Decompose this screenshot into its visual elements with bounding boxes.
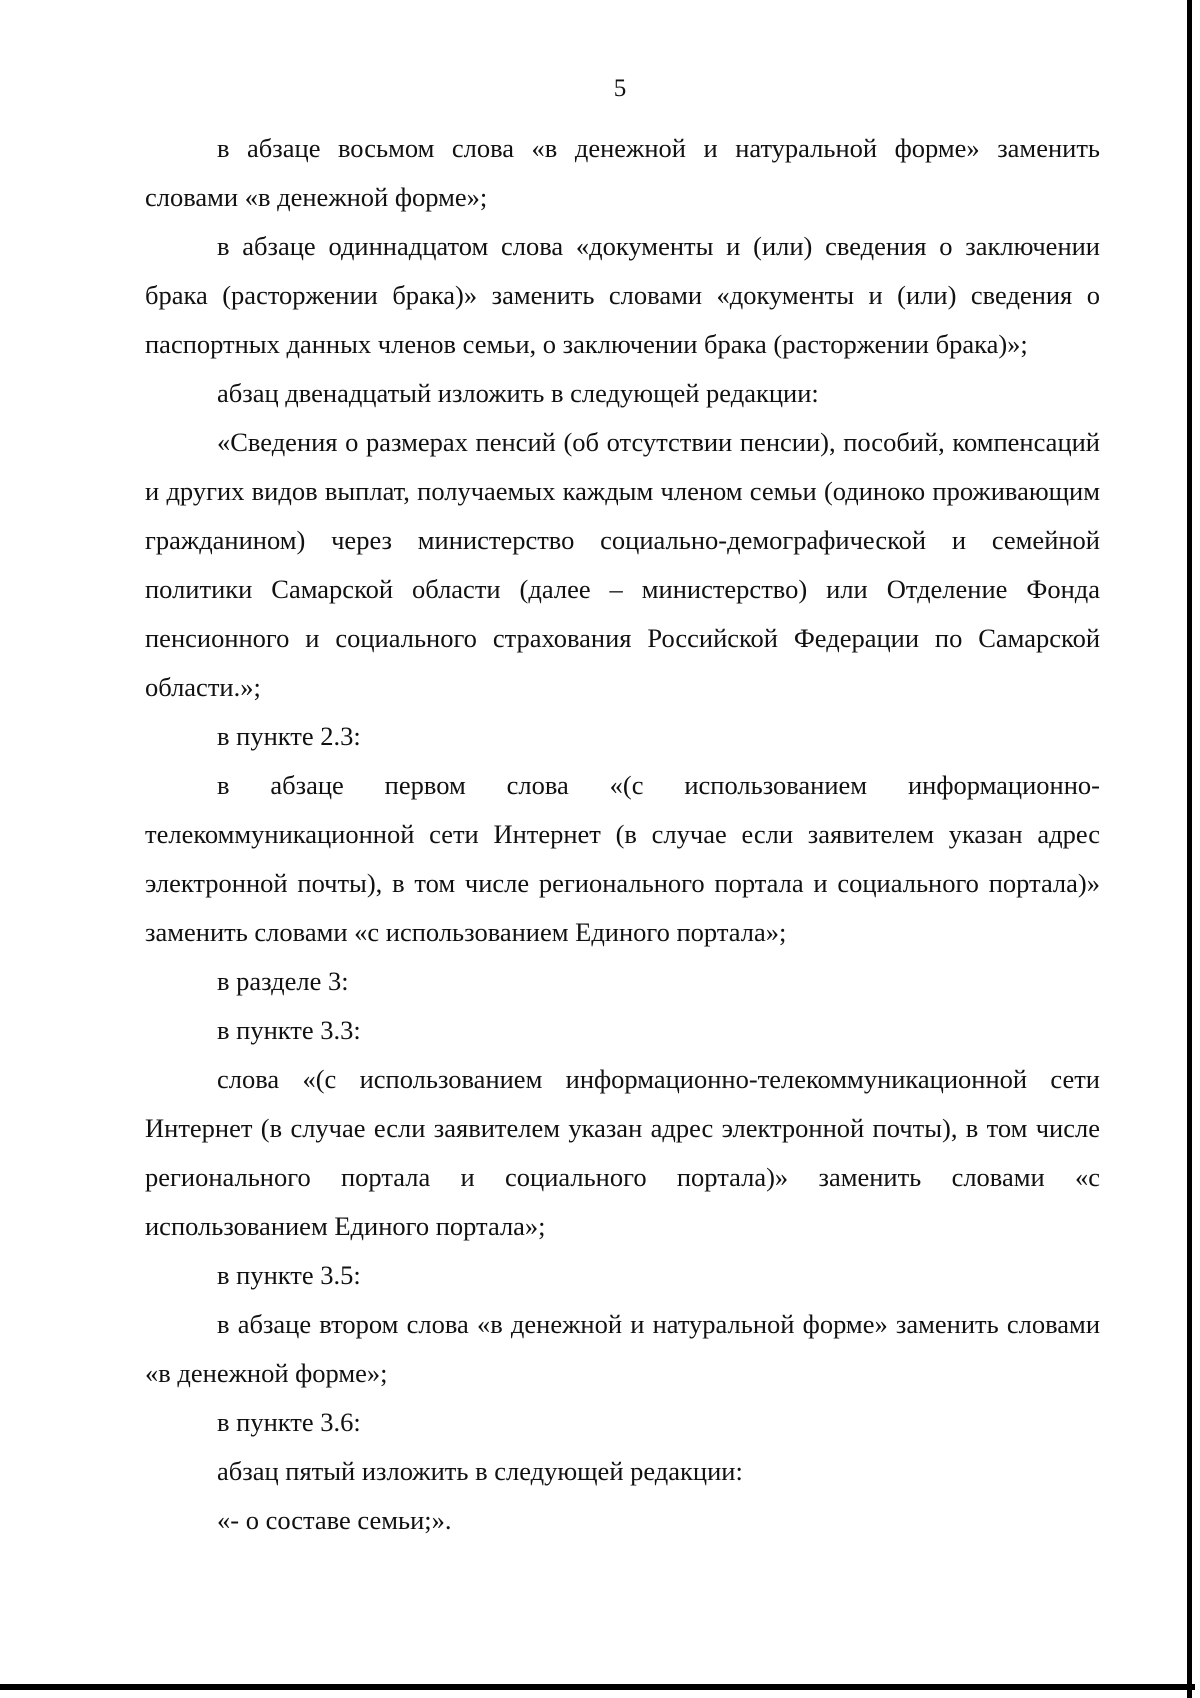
- paragraph-3: абзац двенадцатый изложить в следующей редакции:: [217, 378, 819, 408]
- paragraph-5: в пункте 2.3:: [217, 721, 361, 751]
- paragraph-12: в пункте 3.6:: [217, 1407, 361, 1437]
- paragraph-2: в абзаце одиннадцатом слова «документы и (или) сведения о заключении брака (расторжении брака)» заменить словами «документы и (или) сведения о паспортных данных членов семьи, о заключении брака (расторжении брака)»;: [145, 231, 1100, 359]
- paragraph-8: в пункте 3.3:: [217, 1015, 361, 1045]
- document-body: [145, 124, 1100, 1545]
- paragraph-11: в абзаце втором слова «в денежной и натуральной форме» заменить словами «в денежной форме»;: [145, 1309, 1100, 1388]
- scan-right-border: [1187, 0, 1192, 1698]
- paragraph-13: абзац пятый изложить в следующей редакции:: [217, 1456, 743, 1486]
- paragraph-4: «Сведения о размерах пенсий (об отсутствии пенсии), пособий, компенсаций и других видов выплат, получаемых каждым членом семьи (одиноко проживающим гражданином) через министерство социально-демографической и семейной политики Самарской области (далее – министерство) или Отделение Фонда пенсионного и социального страхования Российской Федерации по Самарской области.»;: [145, 427, 1100, 702]
- paragraph-9: слова «(с использованием информационно-телекоммуникационной сети Интернет (в случае если заявителем указан адрес электронной почты), в том числе регионального портала и социального портала)» заменить словами «с использованием Единого портала»;: [145, 1064, 1100, 1241]
- paragraph-10: в пункте 3.5:: [217, 1260, 361, 1290]
- scan-bottom-border: [0, 1684, 1195, 1690]
- page-number: 5: [613, 75, 627, 102]
- paragraph-6: в абзаце первом слова «(с использованием информационно-телекоммуникационной сети Интернет (в случае если заявителем указан адрес электронной почты), в том числе регионального портала и социального портала)» заменить словами «с использованием Единого портала»;: [145, 770, 1100, 947]
- paragraph-1: в абзаце восьмом слова «в денежной и натуральной форме» заменить словами «в денежной форме»;: [145, 133, 1100, 212]
- paragraph-7: в разделе 3:: [217, 966, 349, 996]
- paragraph-14: «- о составе семьи;».: [217, 1505, 452, 1535]
